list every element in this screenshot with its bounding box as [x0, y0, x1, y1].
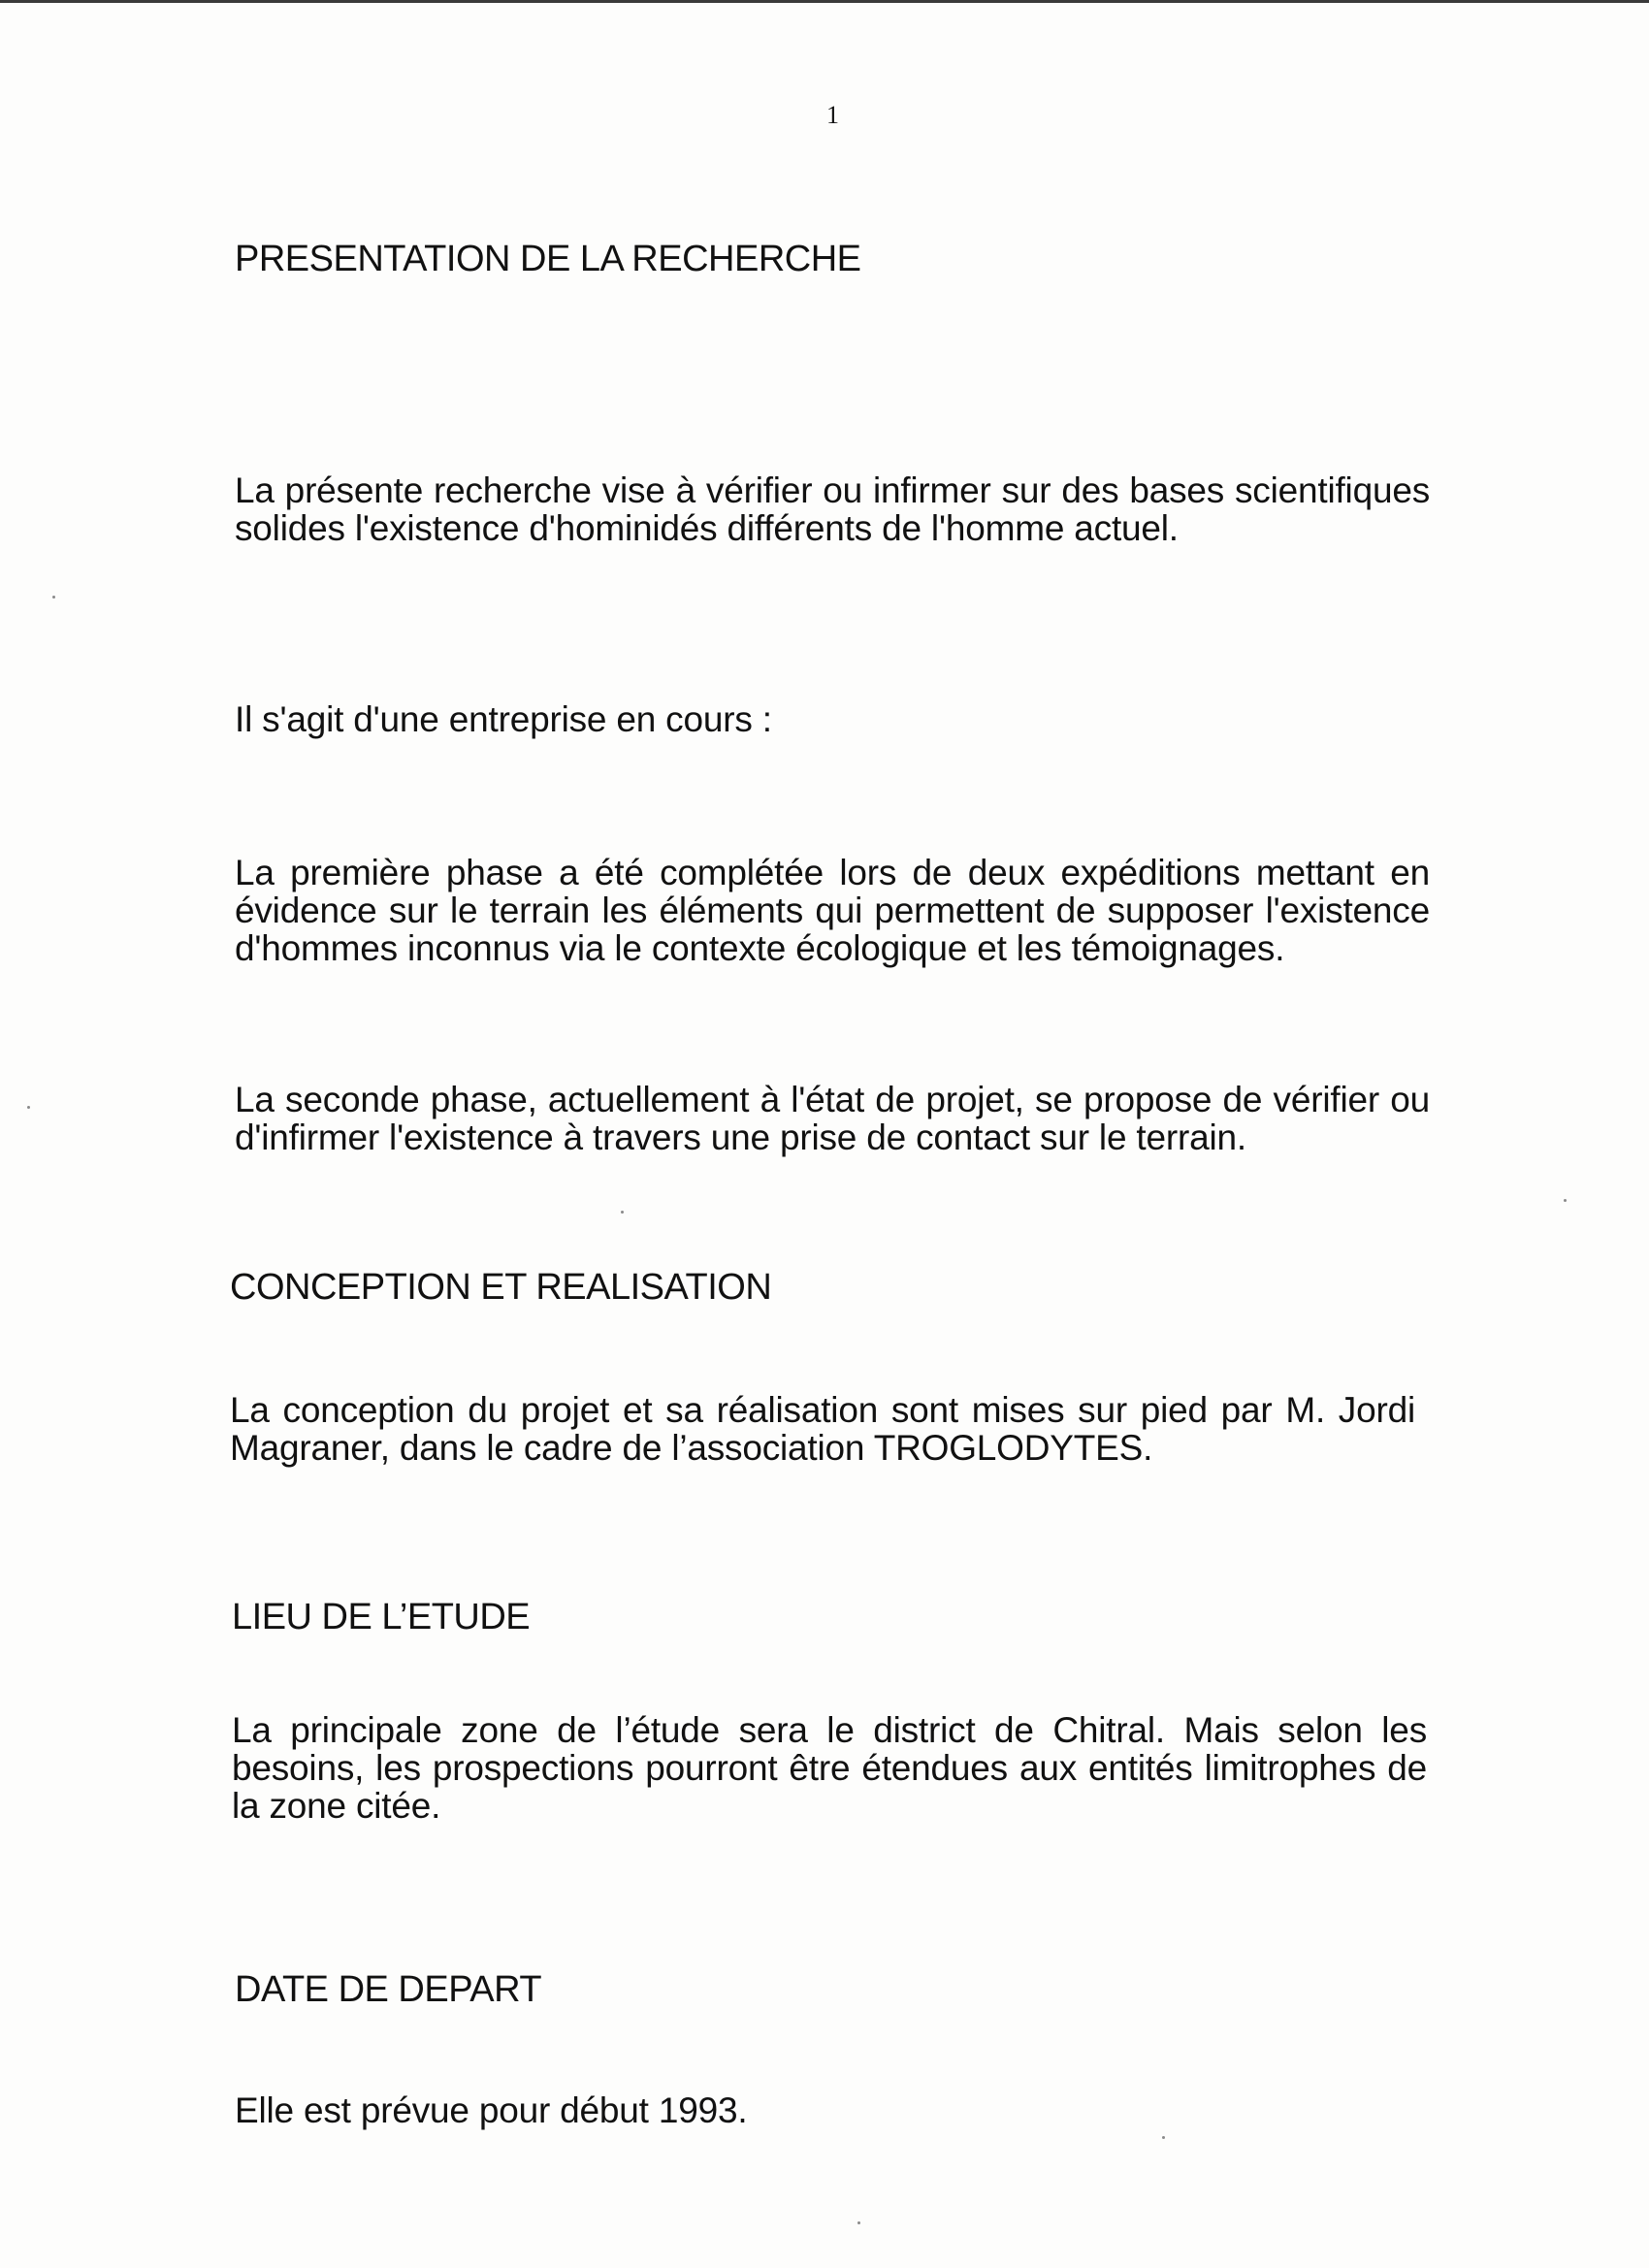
- scan-speck: [1564, 1199, 1567, 1202]
- page-number: 1: [826, 101, 839, 129]
- heading-conception: CONCEPTION ET REALISATION: [230, 1267, 772, 1308]
- paragraph-first-phase: La première phase a été complétée lors de deux expéditions mettant en évidence sur le terrain les éléments qui permettent de supposer l'existence d'hommes inconnus via le contexte écologique et les témoignages.: [235, 853, 1430, 968]
- paragraph-conception: La conception du projet et sa réalisation sont mises sur pied par M. Jordi Magraner, dans le cadre de l’association TROGLODYTES.: [230, 1390, 1415, 1468]
- scan-speck: [1162, 2136, 1165, 2139]
- scan-speck: [27, 1106, 30, 1109]
- heading-departure-date: DATE DE DEPART: [235, 1969, 542, 2010]
- scan-speck: [857, 2221, 860, 2224]
- paragraph-location: La principale zone de l’étude sera le district de Chitral. Mais selon les besoins, les prospections pourront être étendues aux entités limitrophes de la zone citée.: [232, 1710, 1427, 1826]
- paragraph-second-phase: La seconde phase, actuellement à l'état de projet, se propose de vérifier ou d'infirmer l'existence à travers une prise de contact sur le terrain.: [235, 1080, 1430, 1157]
- paragraph-ongoing: Il s'agit d'une entreprise en cours :: [235, 699, 772, 739]
- scan-speck: [52, 596, 55, 599]
- scan-top-edge: [0, 0, 1649, 3]
- heading-location: LIEU DE L’ETUDE: [232, 1597, 531, 1637]
- scan-speck: [621, 1211, 624, 1214]
- paragraph-research-aim: La présente recherche vise à vérifier ou infirmer sur des bases scientifiques solides l'existence d'hominidés différents de l'homme actuel.: [235, 470, 1430, 548]
- paragraph-departure-date: Elle est prévue pour début 1993.: [235, 2090, 748, 2130]
- heading-presentation: PRESENTATION DE LA RECHERCHE: [235, 239, 861, 279]
